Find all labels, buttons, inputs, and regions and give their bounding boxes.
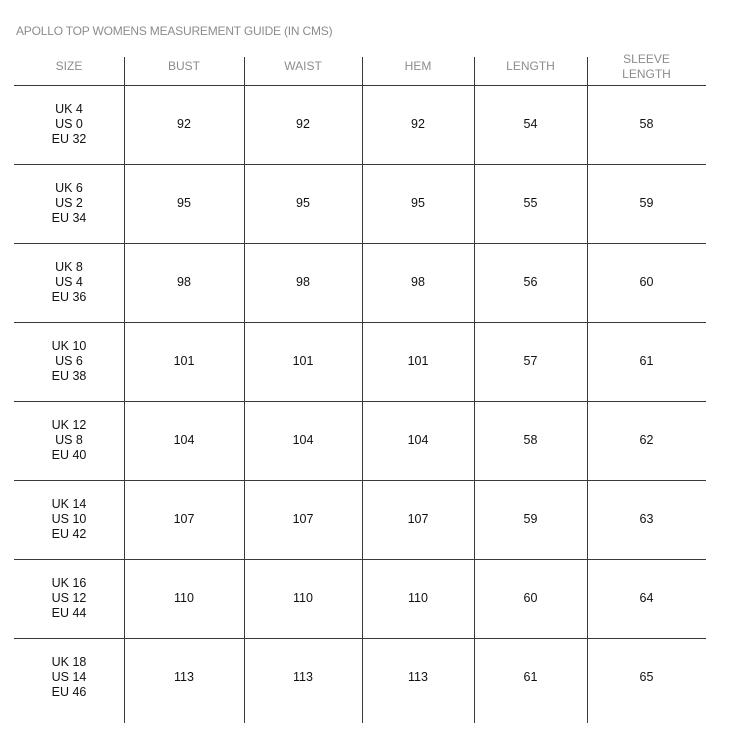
bust-cell: 101	[173, 354, 195, 368]
waist-cell: 98	[296, 275, 310, 289]
size-cell	[14, 559, 124, 638]
waist-cell: 104	[292, 433, 314, 447]
size-cell	[14, 164, 124, 243]
size-us: US 8	[55, 433, 83, 447]
header-waist-text: WAIST	[284, 59, 322, 73]
size-eu: EU 38	[51, 369, 87, 383]
header-length-text: LENGTH	[506, 59, 555, 73]
header-size-text: SIZE	[55, 59, 83, 73]
bust-cell: 110	[174, 591, 194, 605]
header-length	[474, 48, 587, 85]
hem-cell: 110	[408, 591, 428, 605]
size-uk: UK 12	[51, 418, 87, 432]
size-uk: UK 6	[55, 181, 83, 195]
size-uk: UK 10	[51, 339, 87, 353]
size-us: US 6	[55, 354, 83, 368]
size-cell	[14, 85, 124, 164]
sleeve-cell: 58	[639, 117, 654, 131]
bust-cell: 92	[177, 117, 191, 131]
length-cell: 58	[523, 433, 538, 447]
size-cell	[14, 322, 124, 401]
size-eu: EU 44	[51, 606, 87, 620]
waist-cell: 101	[292, 354, 314, 368]
bust-cell: 113	[174, 670, 194, 684]
page-title: APOLLO TOP WOMENS MEASUREMENT GUIDE (IN CMS)	[16, 24, 333, 38]
header-hem-text: HEM	[404, 59, 432, 73]
size-cell	[14, 638, 124, 717]
hem-cell: 95	[411, 196, 425, 210]
header-size	[14, 48, 124, 85]
size-cell	[14, 243, 124, 322]
length-cell: 59	[523, 512, 538, 526]
hem-cell: 104	[407, 433, 429, 447]
sleeve-cell: 63	[639, 512, 654, 526]
sleeve-cell: 59	[639, 196, 654, 210]
size-us: US 14	[51, 670, 87, 684]
waist-cell: 113	[293, 670, 313, 684]
size-uk: UK 8	[55, 260, 83, 274]
size-cell	[14, 480, 124, 559]
hem-cell: 107	[407, 512, 429, 526]
waist-cell: 95	[296, 196, 310, 210]
size-eu: EU 46	[51, 685, 87, 699]
hem-cell: 113	[408, 670, 428, 684]
header-hem	[362, 48, 474, 85]
bust-cell: 98	[177, 275, 191, 289]
length-cell: 60	[523, 591, 538, 605]
waist-cell: 107	[292, 512, 314, 526]
header-sleeve-length-text: LENGTH	[622, 66, 671, 81]
hem-cell: 101	[407, 354, 429, 368]
length-cell: 61	[523, 670, 538, 684]
size-uk: UK 18	[51, 655, 87, 669]
bust-cell: 104	[173, 433, 195, 447]
bust-cell: 95	[177, 196, 191, 210]
waist-cell: 110	[293, 591, 313, 605]
size-eu: EU 42	[51, 527, 87, 541]
waist-cell: 92	[296, 117, 310, 131]
header-sleeve-length-text: SLEEVE	[623, 51, 670, 66]
sleeve-cell: 60	[639, 275, 654, 289]
size-uk: UK 4	[55, 102, 83, 116]
sleeve-cell: 65	[639, 670, 654, 684]
header-bust-text: BUST	[167, 59, 200, 73]
size-us: US 4	[55, 275, 83, 289]
hem-cell: 98	[411, 275, 425, 289]
size-us: US 10	[51, 512, 87, 526]
size-eu: EU 40	[51, 448, 87, 462]
size-eu: EU 34	[51, 211, 87, 225]
length-cell: 56	[523, 275, 538, 289]
sleeve-cell: 62	[639, 433, 654, 447]
header-bust	[124, 48, 244, 85]
header-waist	[244, 48, 362, 85]
sleeve-cell: 61	[639, 354, 654, 368]
size-eu: EU 36	[51, 290, 87, 304]
bust-cell: 107	[173, 512, 195, 526]
size-cell	[14, 401, 124, 480]
size-uk: UK 16	[51, 576, 87, 590]
size-uk: UK 14	[51, 497, 87, 511]
hem-cell: 92	[411, 117, 425, 131]
header-sleeve-length	[587, 48, 706, 85]
length-cell: 57	[523, 354, 538, 368]
size-us: US 12	[51, 591, 87, 605]
length-cell: 54	[523, 117, 538, 131]
sleeve-cell: 64	[639, 591, 654, 605]
size-eu: EU 32	[51, 132, 87, 146]
size-us: US 2	[55, 196, 83, 210]
size-us: US 0	[55, 117, 83, 131]
length-cell: 55	[523, 196, 538, 210]
